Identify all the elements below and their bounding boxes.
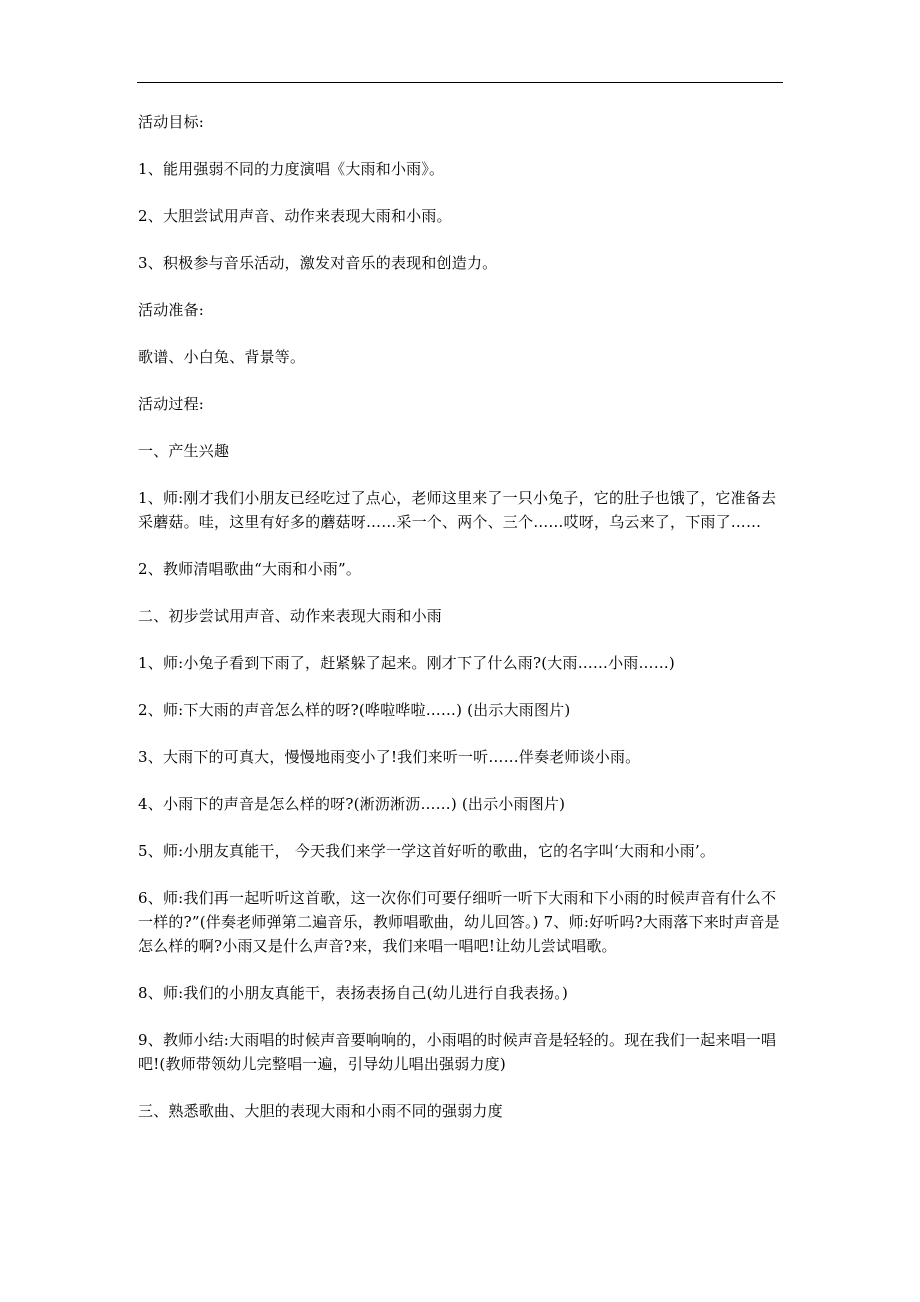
process-step: 3、大雨下的可真大，慢慢地雨变小了!我们来听一听……伴奏老师谈小雨。 [138, 748, 641, 766]
preparation-text: 歌谱、小白兔、背景等。 [138, 348, 306, 366]
header-rule [137, 82, 783, 83]
process-step: 1、师:小兔子看到下雨了，赶紧躲了起来。刚才下了什么雨?(大雨……小雨……) [138, 654, 675, 672]
goal-item: 2、大胆尝试用声音、动作来表现大雨和小雨。 [138, 207, 452, 225]
heading-process: 活动过程: [138, 395, 205, 413]
heading-goals: 活动目标: [138, 113, 205, 131]
process-step: 6、师:我们再一起听听这首歌，这一次你们可要仔细听一听下大雨和下小雨的时候声音有什么不一样的?”(伴奏老师弹第二遍音乐，教师唱歌曲，幼儿回答。) 7、师:好听吗?大雨落下来时声音是怎么样的啊?小雨又是什么声音?来，我们来唱一唱吧!让幼儿尝试唱歌。 [138, 889, 780, 955]
section-heading: 三、熟悉歌曲、大胆的表现大雨和小雨不同的强弱力度 [138, 1102, 503, 1120]
process-step: 4、小雨下的声音是怎么样的呀?(淅沥淅沥……) (出示小雨图片) [138, 795, 566, 813]
process-step: 2、师:下大雨的声音怎么样的呀?(哗啦哗啦……) (出示大雨图片) [138, 701, 571, 719]
goal-item: 3、积极参与音乐活动，激发对音乐的表现和创造力。 [138, 254, 498, 272]
process-step: 9、教师小结:大雨唱的时候声音要响响的，小雨唱的时候声音是轻轻的。现在我们一起来唱一唱吧!(教师带领幼儿完整唱一遍，引导幼儿唱出强弱力度) [138, 1031, 777, 1073]
section-heading: 一、产生兴趣 [138, 442, 230, 460]
process-step: 5、师:小朋友真能干， 今天我们来学一学这首好听的歌曲，它的名字叫‘大雨和小雨’。 [138, 842, 716, 860]
section-heading: 二、初步尝试用声音、动作来表现大雨和小雨 [138, 607, 443, 625]
document-body [138, 110, 784, 1146]
process-step: 8、师:我们的小朋友真能干，表扬表扬自己(幼儿进行自我表扬。) [138, 984, 569, 1002]
process-step: 1、师:刚才我们小朋友已经吃过了点心，老师这里来了一只小兔子，它的肚子也饿了，它准备去采蘑菇。哇，这里有好多的蘑菇呀……采一个、两个、三个……哎呀，乌云来了，下雨了…… [138, 489, 777, 531]
goal-item: 1、能用强弱不同的力度演唱《大雨和小雨》。 [138, 160, 445, 178]
process-step: 2、教师清唱歌曲“大雨和小雨”。 [138, 560, 362, 578]
heading-preparation: 活动准备: [138, 301, 205, 319]
